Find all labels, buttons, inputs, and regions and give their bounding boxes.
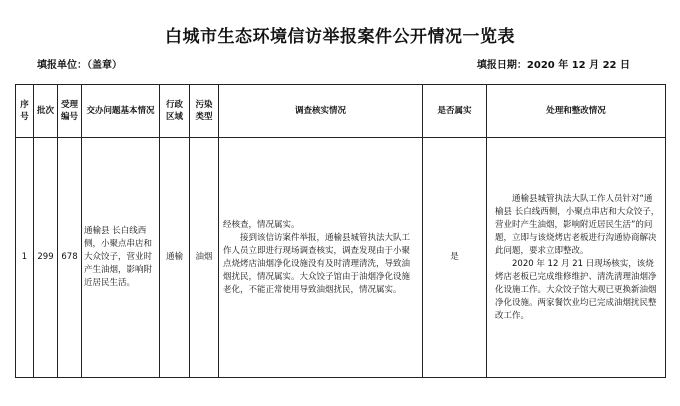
header-batch: 批次 bbox=[34, 85, 58, 138]
cell-case-no: 678 bbox=[58, 138, 82, 378]
cell-batch: 299 bbox=[34, 138, 58, 378]
header-region: 行政区域 bbox=[160, 85, 190, 138]
cell-pollution: 油烟 bbox=[190, 138, 219, 378]
handling-result: 2020 年 12 月 21 日现场核实，该烧烤店老板已完成维修维护、清洗清理油烟净化设施工作。大众饺子馆大观已更换新油烟净化设施。两家餐饮业均已完成油烟扰民整改工作。 bbox=[495, 258, 657, 321]
handling-action: 通榆县城管执法大队工作人员针对“通榆县 长白线西侧，小聚点串店和大众饺子，营业时产生油烟，影响附近居民生活”的问题，立即与该烧烤店老板进行沟通协商解决此问题，要求立即整改。 bbox=[495, 193, 660, 256]
case-table bbox=[15, 84, 666, 378]
header-issue: 交办问题基本情况 bbox=[82, 85, 160, 138]
facts-detail: 接到该信访案件举报，通榆县城管执法大队工作人员立即进行现场调查核实，调查发现由于小聚点烧烤店油烟净化设施没有及时清理清洗，导致油烟扰民，情况属实。大众饺子馆由于油烟净化设施老化，不能正常使用导致油烟扰民，情况属实。 bbox=[223, 232, 411, 295]
page-title: 白城市生态环境信访举报案件公开情况一览表 bbox=[165, 27, 515, 47]
header-facts: 调查核实情况 bbox=[219, 85, 423, 138]
header-handling: 处理和整改情况 bbox=[487, 85, 666, 138]
cell-facts bbox=[219, 138, 423, 378]
header-pollution: 污染类型 bbox=[190, 85, 219, 138]
cell-issue: 通榆县 长白线西侧，小聚点串店和大众饺子，营业时产生油烟，影响附近居民生活。 bbox=[82, 138, 160, 378]
cell-verified: 是 bbox=[423, 138, 487, 378]
cell-region: 通榆 bbox=[160, 138, 190, 378]
header-seq: 序号 bbox=[16, 85, 34, 138]
header-verified: 是否属实 bbox=[423, 85, 487, 138]
cell-seq: 1 bbox=[16, 138, 34, 378]
table-header-row bbox=[16, 85, 666, 138]
fill-date-label: 填报日期：2020 年 12 月 22 日 bbox=[476, 60, 630, 71]
table-row bbox=[16, 138, 666, 378]
header-case-no: 受理编号 bbox=[58, 85, 82, 138]
fill-unit-label: 填报单位：（盖章） bbox=[37, 60, 122, 71]
facts-summary: 经核查，情况属实。 bbox=[223, 219, 300, 230]
cell-handling bbox=[487, 138, 666, 378]
